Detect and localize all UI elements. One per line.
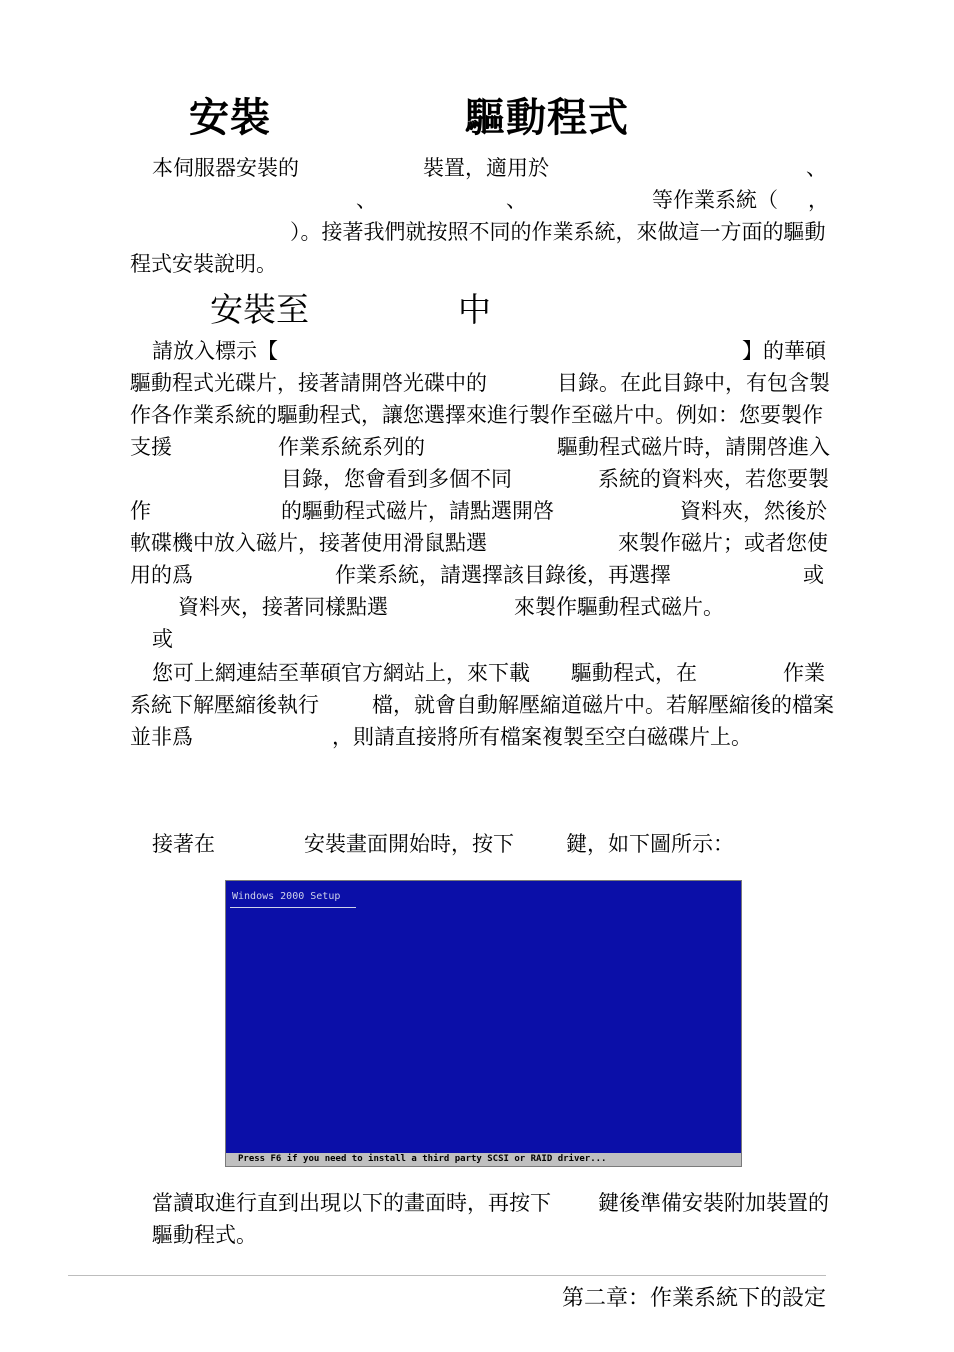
footer-divider — [68, 1275, 826, 1276]
setup-title-underline — [230, 907, 356, 908]
intro-text: 程式安裝說明。 — [130, 252, 277, 276]
section-heading-part-2: 中 — [458, 290, 491, 329]
setup-status-text: Press F6 if you need to install a third party SCSI or RAID driver... — [238, 1154, 607, 1164]
body-text: 作 — [130, 499, 151, 523]
body-text: ，則請直接將所有檔案複製至空白磁碟片上。 — [332, 725, 752, 749]
body-text: 驅動程式光碟片，接著請開啓光碟中的 — [130, 371, 487, 395]
body-text: 作業系統系列的 — [278, 435, 425, 459]
setup-screen-title: Windows 2000 Setup — [232, 891, 341, 902]
intro-text: 、 — [506, 188, 527, 212]
title-part-1: 安裝 — [189, 95, 271, 141]
body-text: 並非爲 — [130, 725, 193, 749]
body-text: 或 — [152, 627, 173, 651]
body-text: 請放入標示【 — [152, 339, 278, 363]
setup-screenshot — [225, 880, 742, 1167]
section-heading-part-1: 安裝至 — [210, 290, 309, 329]
body-text: 來製作驅動程式磁片。 — [514, 595, 724, 619]
after-text: 當讀取進行直到出現以下的畫面時，再按下 — [152, 1191, 551, 1215]
after-text: 驅動程式。 — [152, 1223, 257, 1247]
title-part-2: 驅動程式 — [465, 95, 629, 141]
body-text: 來製作磁片；或者您使 — [618, 531, 828, 555]
body-text: 系統的資料夾，若您要製 — [598, 467, 829, 491]
after-text: 鍵後準備安裝附加裝置的 — [598, 1191, 829, 1215]
body-text: 作業 — [783, 661, 825, 685]
body-text: 或 — [803, 563, 824, 587]
body-text: 您可上網連結至華碩官方網站上，來下載 — [152, 661, 530, 685]
body-text: 驅動程式，在 — [571, 661, 697, 685]
body-text: 作各作業系統的驅動程式，讓您選擇來進行製作至磁片中。例如：您要製作 — [130, 403, 823, 427]
body-text: 目錄。在此目錄中，有包含製 — [557, 371, 830, 395]
intro-text: 裝置，適用於 — [423, 156, 549, 180]
body-text: 軟碟機中放入磁片，接著使用滑鼠點選 — [130, 531, 487, 555]
intro-text: ）。接著我們就按照不同的作業系統，來做這一方面的驅動 — [290, 220, 826, 244]
step-text: 接著在 — [152, 832, 215, 856]
intro-text: ， — [808, 188, 829, 212]
body-text: 的驅動程式磁片，請點選開啓 — [281, 499, 554, 523]
intro-text: 本伺服器安裝的 — [152, 156, 299, 180]
intro-text: 等作業系統（ — [652, 188, 778, 212]
body-text: 驅動程式磁片時，請開啓進入 — [557, 435, 830, 459]
setup-status-bar — [226, 1153, 741, 1166]
body-text: 用的爲 — [130, 563, 193, 587]
intro-text: 、 — [356, 188, 377, 212]
body-text: 支援 — [130, 435, 172, 459]
body-text: 資料夾，然後於 — [680, 499, 827, 523]
body-text: 資料夾，接著同樣點選 — [178, 595, 388, 619]
body-text: 】的華碩 — [742, 339, 826, 363]
footer-chapter-title: 第二章：作業系統下的設定 — [561, 1286, 826, 1311]
body-text: 目錄，您會看到多個不同 — [281, 467, 512, 491]
body-text: 系統下解壓縮後執行 — [130, 693, 319, 717]
body-text: 檔，就會自動解壓縮道磁片中。若解壓縮後的檔案 — [372, 693, 834, 717]
step-text: 鍵，如下圖所示： — [566, 832, 734, 856]
intro-text: 、 — [806, 156, 827, 180]
body-text: 作業系統，請選擇該目錄後，再選擇 — [335, 563, 671, 587]
step-text: 安裝畫面開始時，按下 — [304, 832, 514, 856]
